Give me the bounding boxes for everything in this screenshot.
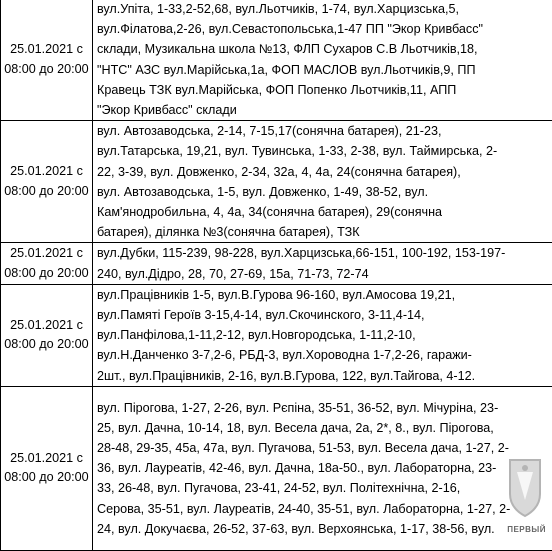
address-line: 36, вул. Лауреатів, 42-46, вул. Дачна, 18а-50., вул. Лабораторна, 23- [97,458,549,478]
table-body [1,0,552,550]
address-line: 2шт., вул.Працівників, 2-16, вул.В.Гурова, 122, вул.Тайгова, 4-12. [97,366,549,386]
address-line: вул.Працівників 1-5, вул.В.Гурова 96-160, вул.Амосова 19,21, [97,285,549,305]
date-cell [1,243,93,284]
date-line: 25.01.2021 с [2,162,91,181]
table-row [1,121,552,243]
address-line: 22, 3-39, вул. Довженко, 2-34, 32а, 4, 4а, 24(сонячна батарея), [97,162,549,182]
address-line: 24, вул. Докучаєва, 26-52, 37-63, вул. Верхоянська, 1-17, 38-56, вул. [97,519,549,539]
address-cell [93,386,552,550]
date-line: 25.01.2021 с [2,316,91,335]
date-line: 08:00 до 20:00 [2,182,91,201]
address-line: Серова, 35-51, вул. Лауреатів, 24-40, 35-51, вул. Лабораторна, 1-27, 2- [97,499,549,519]
address-line: вул.Н.Данченко 3-7,2-6, РБД-3, вул.Хороводна 1-7,2-26, гаражи- [97,345,549,365]
address-cell [93,284,552,386]
address-cell [93,243,552,284]
table-row [1,386,552,550]
address-line: вул.Упіта, 1-33,2-52,68, вул.Льотчиків, 1-74, вул.Харцизська,5, [97,0,549,19]
address-line: батарея), ділянка №3(сонячна батарея), ТЗК [97,222,549,242]
address-line: 25, вул. Дачна, 10-14, 18, вул. Весела дача, 2а, 2*, 8., вул. Пірогова, [97,418,549,438]
address-line: Кам'янодробильна, 4, 4а, 34(сонячна батарея), 29(сонячна [97,202,549,222]
date-line: 08:00 до 20:00 [2,335,91,354]
address-line: склади, Музикальна школа №13, ФЛП Сухаров С.В Льотчиків,18, [97,39,549,59]
address-line: вул. Автозаводська, 1-5, вул. Довженко, 1-49, 38-52, вул. [97,182,549,202]
address-cell [93,121,552,243]
address-line: вул.Татарська, 19,21, вул. Тувинська, 1-33, 2-38, вул. Таймирська, 2- [97,141,549,161]
date-cell [1,121,93,243]
address-cell [93,0,552,121]
date-line: 25.01.2021 с [2,244,91,263]
date-line: 08:00 до 20:00 [2,264,91,283]
date-cell [1,284,93,386]
table-row [1,243,552,284]
date-cell [1,386,93,550]
date-cell [1,0,93,121]
address-line: "НТС" АЗС вул.Марійська,1а, ФОП МАСЛОВ вул.Льотчиків,9, ПП [97,60,549,80]
date-line: 08:00 до 20:00 [2,60,91,79]
address-line: вул.Панфілова,1-11,2-12, вул.Новгородська, 1-11,2-10, [97,325,549,345]
address-line: 33, 26-48, вул. Пугачова, 23-41, 24-52, вул. Політехнічна, 2-16, [97,478,549,498]
address-line: "Экор Кривбасс" склади [97,100,549,120]
address-line: 240, вул.Дідро, 28, 70, 27-69, 15а, 71-73, 72-74 [97,264,549,284]
address-line: вул. Автозаводська, 2-14, 7-15,17(сонячна батарея), 21-23, [97,121,549,141]
watermark-text: ПЕРВЫЙ [507,525,546,534]
table-row [1,0,552,121]
date-line: 25.01.2021 с [2,449,91,468]
city-crest-icon [502,450,548,536]
table-row [1,284,552,386]
address-line: вул.Памяті Героїв 3-15,4-14, вул.Скочинского, 3-11,4-14, [97,305,549,325]
address-line: вул. Пірогова, 1-27, 2-26, вул. Рєпіна, 35-51, 36-52, вул. Мічуріна, 23- [97,398,549,418]
date-line: 08:00 до 20:00 [2,468,91,487]
address-line: вул.Дубки, 115-239, 98-228, вул.Харцизська,66-151, 100-192, 153-197- [97,243,549,263]
date-line: 25.01.2021 с [2,40,91,59]
address-line: вул.Філатова,2-26, вул.Севастопольська,1-47 ПП "Экор Кривбасс" [97,19,549,39]
address-line: Кравець ТЗК вул.Марійська, ФОП Попенко Льотчиків,11, АПП [97,80,549,100]
address-line: 28-48, 29-35, 45а, 47а, вул. Пугачова, 51-53, вул. Весела дача, 1-27, 2- [97,438,549,458]
